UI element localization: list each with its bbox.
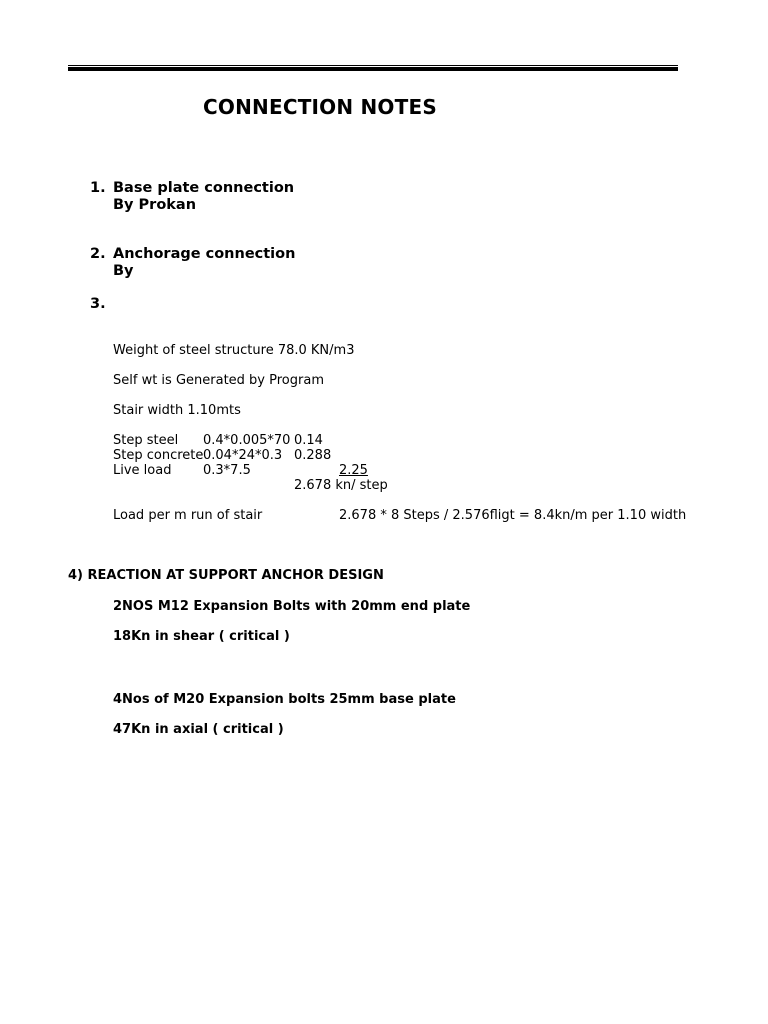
item-1	[113, 180, 294, 214]
page-title: CONNECTION NOTES	[203, 95, 437, 119]
load-row-3-label: Live load	[113, 463, 172, 478]
load-total: 2.678 kn/ step	[294, 478, 388, 493]
load-row-2-label: Step concrete	[113, 448, 204, 463]
load-row-1-value: 0.14	[294, 433, 323, 448]
header-rule-thick	[68, 67, 678, 71]
load-row-1-label: Step steel	[113, 433, 179, 448]
load-row-3-value: 2.25	[339, 463, 368, 478]
item-number-3: 3.	[90, 296, 106, 312]
reaction-heading: 4) REACTION AT SUPPORT ANCHOR DESIGN	[68, 568, 384, 583]
reaction-line-4: 47Kn in axial ( critical )	[113, 722, 284, 737]
item-number-1: 1.	[90, 180, 106, 196]
reaction-line-3: 4Nos of M20 Expansion bolts 25mm base plate	[113, 692, 456, 707]
item-number-2: 2.	[90, 246, 106, 262]
load-row-2-value: 0.288	[294, 448, 332, 463]
reaction-line-2: 18Kn in shear ( critical )	[113, 629, 290, 644]
load-row-1-formula: 0.4*0.005*70	[203, 433, 291, 448]
load-per-run-value: 2.678 * 8 Steps / 2.576fligt = 8.4kn/m per 1.10 width	[339, 508, 687, 523]
item-2-line1: Anchorage connection	[113, 246, 296, 262]
item-1-line1: Base plate connection	[113, 180, 295, 196]
load-row-2-formula: 0.04*24*0.3	[203, 448, 283, 463]
steel-weight-note: Weight of steel structure 78.0 KN/m3	[113, 343, 355, 358]
load-row-3-formula: 0.3*7.5	[203, 463, 251, 478]
reaction-line-1: 2NOS M12 Expansion Bolts with 20mm end plate	[113, 599, 471, 614]
load-per-run-label: Load per m run of stair	[113, 508, 263, 523]
item-1-line2: By Prokan	[113, 197, 197, 213]
stair-width-note: Stair width 1.10mts	[113, 403, 241, 418]
header-rule-thin	[68, 65, 678, 66]
item-2	[113, 246, 295, 280]
item-2-line2: By	[113, 263, 134, 279]
self-weight-note: Self wt is Generated by Program	[113, 373, 324, 388]
